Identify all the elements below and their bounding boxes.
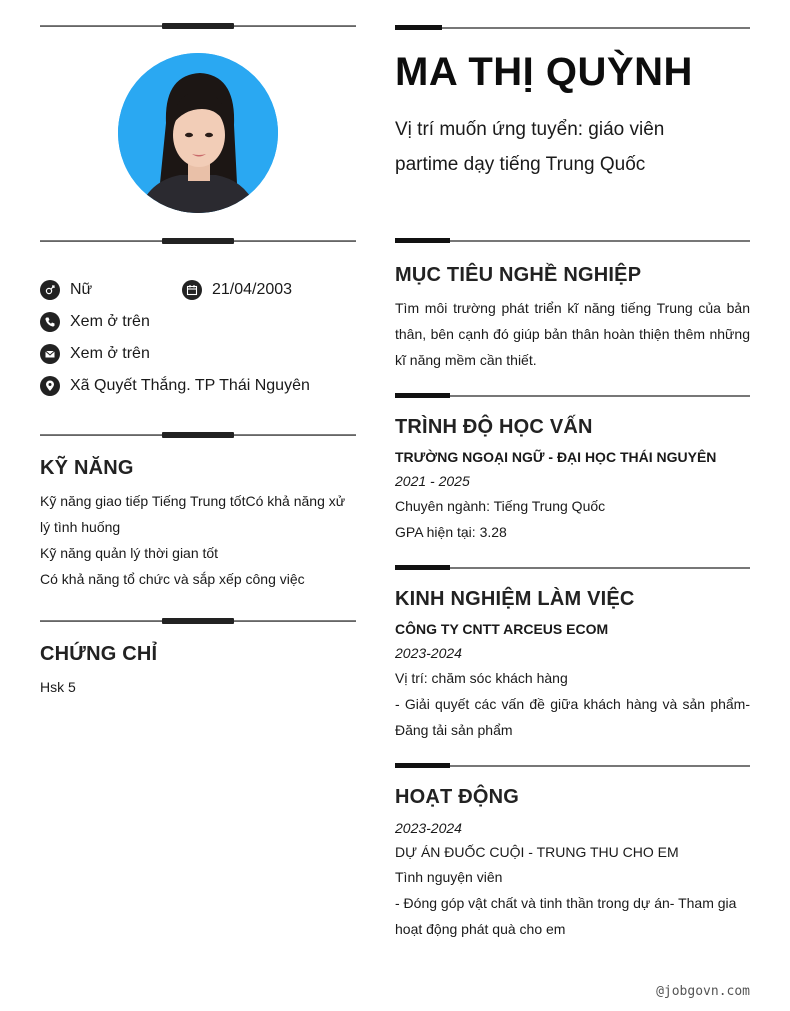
experience-desc: - Giải quyết các vấn đề giữa khách hàng và sản phẩm- Đăng tải sản phẩm <box>395 696 750 738</box>
birthdate-value: 21/04/2003 <box>212 281 293 298</box>
activities-block <box>395 816 750 942</box>
left-divider-certificates <box>40 616 356 626</box>
gender-value: Nữ <box>70 281 93 298</box>
gender-icon <box>40 280 60 300</box>
education-school: TRƯỜNG NGOẠI NGỮ - ĐẠI HỌC THÁI NGUYÊN <box>395 449 717 465</box>
desired-position: Vị trí muốn ứng tuyển: giáo viên partime dạy tiếng Trung Quốc <box>395 119 665 175</box>
calendar-icon <box>182 280 202 300</box>
objective-title: MỤC TIÊU NGHỀ NGHIỆP <box>395 264 642 286</box>
activity-period: 2023-2024 <box>395 820 462 836</box>
left-divider-contact <box>40 236 356 246</box>
experience-block <box>395 617 750 743</box>
address-value: Xã Quyết Thắng. TP Thái Nguyên <box>70 377 310 394</box>
activity-desc: - Đóng góp vật chất và tinh thần trong dự án- Tham gia hoạt động phát quà cho em <box>395 895 737 937</box>
activity-role: Tình nguyện viên <box>395 869 503 885</box>
right-divider-objective <box>395 237 750 245</box>
education-gpa: GPA hiện tại: 3.28 <box>395 524 507 540</box>
contact-email <box>40 343 150 365</box>
activities-title: HOẠT ĐỘNG <box>395 786 520 808</box>
right-divider-experience <box>395 564 750 572</box>
education-block <box>395 445 750 545</box>
contact-phone <box>40 311 150 333</box>
experience-period: 2023-2024 <box>395 645 462 661</box>
left-divider-top <box>40 21 356 31</box>
activity-project: DỰ ÁN ĐUỐC CUỘI - TRUNG THU CHO EM <box>395 844 679 860</box>
email-value: Xem ở trên <box>70 345 150 362</box>
avatar <box>118 53 278 213</box>
candidate-name: MA THỊ QUỲNH <box>395 50 693 94</box>
phone-value: Xem ở trên <box>70 313 150 330</box>
right-divider-top <box>395 24 750 32</box>
watermark: @jobgovn.com <box>656 984 750 999</box>
education-major: Chuyên ngành: Tiếng Trung Quốc <box>395 498 606 514</box>
skills-list <box>40 488 356 592</box>
objective-text: Tìm môi trường phát triển kĩ năng tiếng Trung của bản thân, bên cạnh đó giúp bản thân hoàn thiện thêm những kĩ năng mềm cần thiết. <box>395 300 750 368</box>
skill-item: Kỹ năng giao tiếp Tiếng Trung tốtCó khả năng xử lý tình huống <box>40 493 346 535</box>
education-period: 2021 - 2025 <box>395 473 470 489</box>
certificate-item: Hsk 5 <box>40 679 76 695</box>
education-title: TRÌNH ĐỘ HỌC VẤN <box>395 416 593 438</box>
left-divider-skills <box>40 430 356 440</box>
contact-address <box>40 375 310 397</box>
right-divider-education <box>395 392 750 400</box>
skill-item: Có khả năng tổ chức và sắp xếp công việc <box>40 571 305 587</box>
skill-item: Kỹ năng quản lý thời gian tốt <box>40 545 219 561</box>
contact-birthdate <box>182 279 292 301</box>
avatar-photo <box>118 53 278 213</box>
certificates-title: CHỨNG CHỈ <box>40 643 158 665</box>
right-divider-activities <box>395 762 750 770</box>
phone-icon <box>40 312 60 332</box>
skills-title: KỸ NĂNG <box>40 457 134 479</box>
experience-title: KINH NGHIỆM LÀM VIỆC <box>395 588 635 610</box>
location-pin-icon <box>40 376 60 396</box>
contact-gender <box>40 279 92 301</box>
experience-company: CÔNG TY CNTT ARCEUS ECOM <box>395 621 609 637</box>
envelope-icon <box>40 344 60 364</box>
experience-role: Vị trí: chăm sóc khách hàng <box>395 670 568 686</box>
